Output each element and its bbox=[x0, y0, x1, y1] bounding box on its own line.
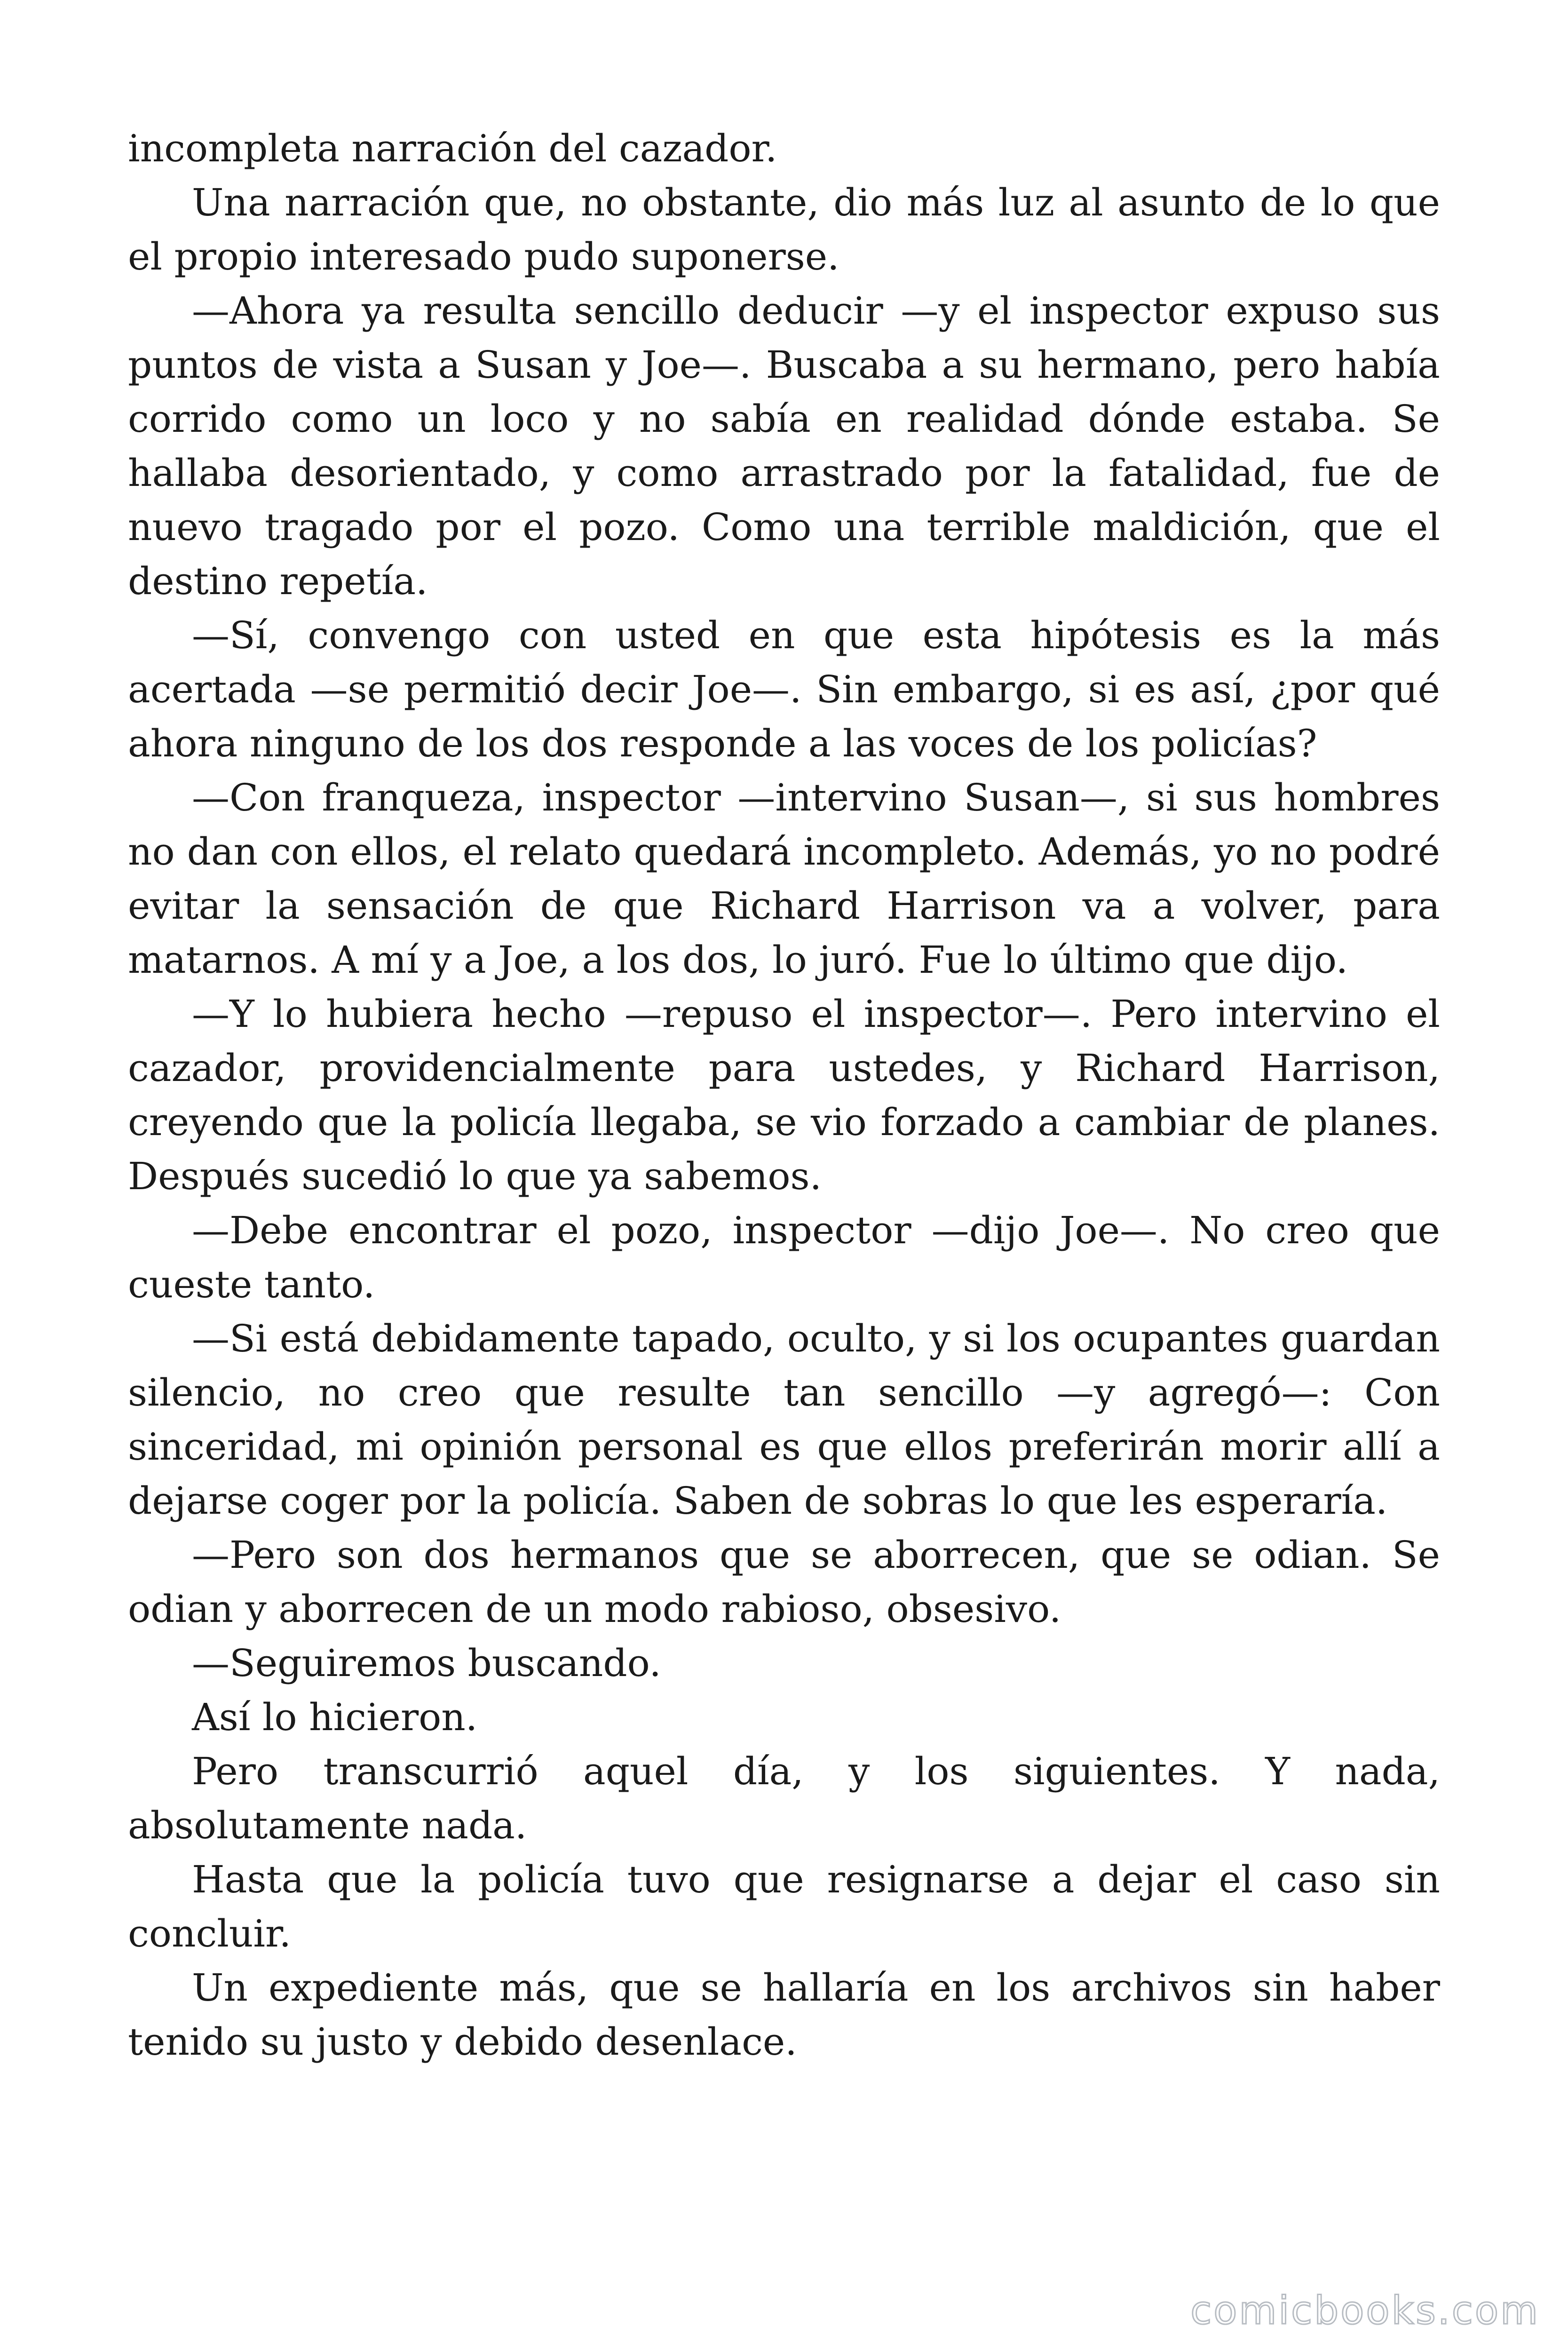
paragraph-4: —Sí, convengo con usted en que esta hipótesis es la más acertada —se permitió decir Joe—. Sin embargo, si es así, ¿por qué ahora ninguno de los dos responde a las voces de los policías? bbox=[128, 613, 1440, 765]
paragraph-8: —Si está debidamente tapado, oculto, y si los ocupantes guardan silencio, no creo que resulte tan sencillo —y agregó—: Con sinceridad, mi opinión personal es que ellos preferirán morir allí a dejarse coger por la policía. Saben de sobras lo que les esperaría. bbox=[128, 1317, 1440, 1523]
paragraph-13: Hasta que la policía tuvo que resignarse a dejar el caso sin concluir. bbox=[128, 1858, 1440, 1955]
paragraph-6: —Y lo hubiera hecho —repuso el inspector—. Pero intervino el cazador, providencialmente para ustedes, y Richard Harrison, creyendo que la policía llegaba, se vio forzado a cambiar de planes. Después sucedió lo que ya sabemos. bbox=[128, 992, 1440, 1198]
paragraph-2: Una narración que, no obstante, dio más luz al asunto de lo que el propio interesado pudo suponerse. bbox=[128, 181, 1440, 278]
page-text bbox=[128, 121, 1440, 2069]
paragraph-11: Así lo hicieron. bbox=[192, 1695, 478, 1739]
paragraph-3: —Ahora ya resulta sencillo deducir —y el inspector expuso sus puntos de vista a Susan y Joe—. Buscaba a su hermano, pero había corrido como un loco y no sabía en realidad dónde estaba. Se hallaba desorientado, y como arrastrado por la fatalidad, fue de nuevo tragado por el pozo. Como una terrible maldición, que el destino repetía. bbox=[128, 289, 1440, 603]
paragraph-5: —Con franqueza, inspector —intervino Susan—, si sus hombres no dan con ellos, el relato quedará incompleto. Además, yo no podré evitar la sensación de que Richard Harrison va a volver, para matarnos. A mí y a Joe, a los dos, lo juró. Fue lo último que dijo. bbox=[128, 776, 1440, 982]
paragraph-9: —Pero son dos hermanos que se aborrecen, que se odian. Se odian y aborrecen de un modo rabioso, obsesivo. bbox=[128, 1533, 1440, 1631]
paragraph-7: —Debe encontrar el pozo, inspector —dijo Joe—. No creo que cueste tanto. bbox=[128, 1208, 1440, 1306]
paragraph-10: —Seguiremos buscando. bbox=[192, 1641, 661, 1685]
watermark-text: comicbooks.com bbox=[1190, 2288, 1540, 2333]
paragraph-12: Pero transcurrió aquel día, y los siguientes. Y nada, absolutamente nada. bbox=[128, 1749, 1440, 1847]
paragraph-1: incompleta narración del cazador. bbox=[128, 127, 777, 170]
paragraph-14: Un expediente más, que se hallaría en los archivos sin haber tenido su justo y debido desenlace. bbox=[128, 1966, 1440, 2064]
